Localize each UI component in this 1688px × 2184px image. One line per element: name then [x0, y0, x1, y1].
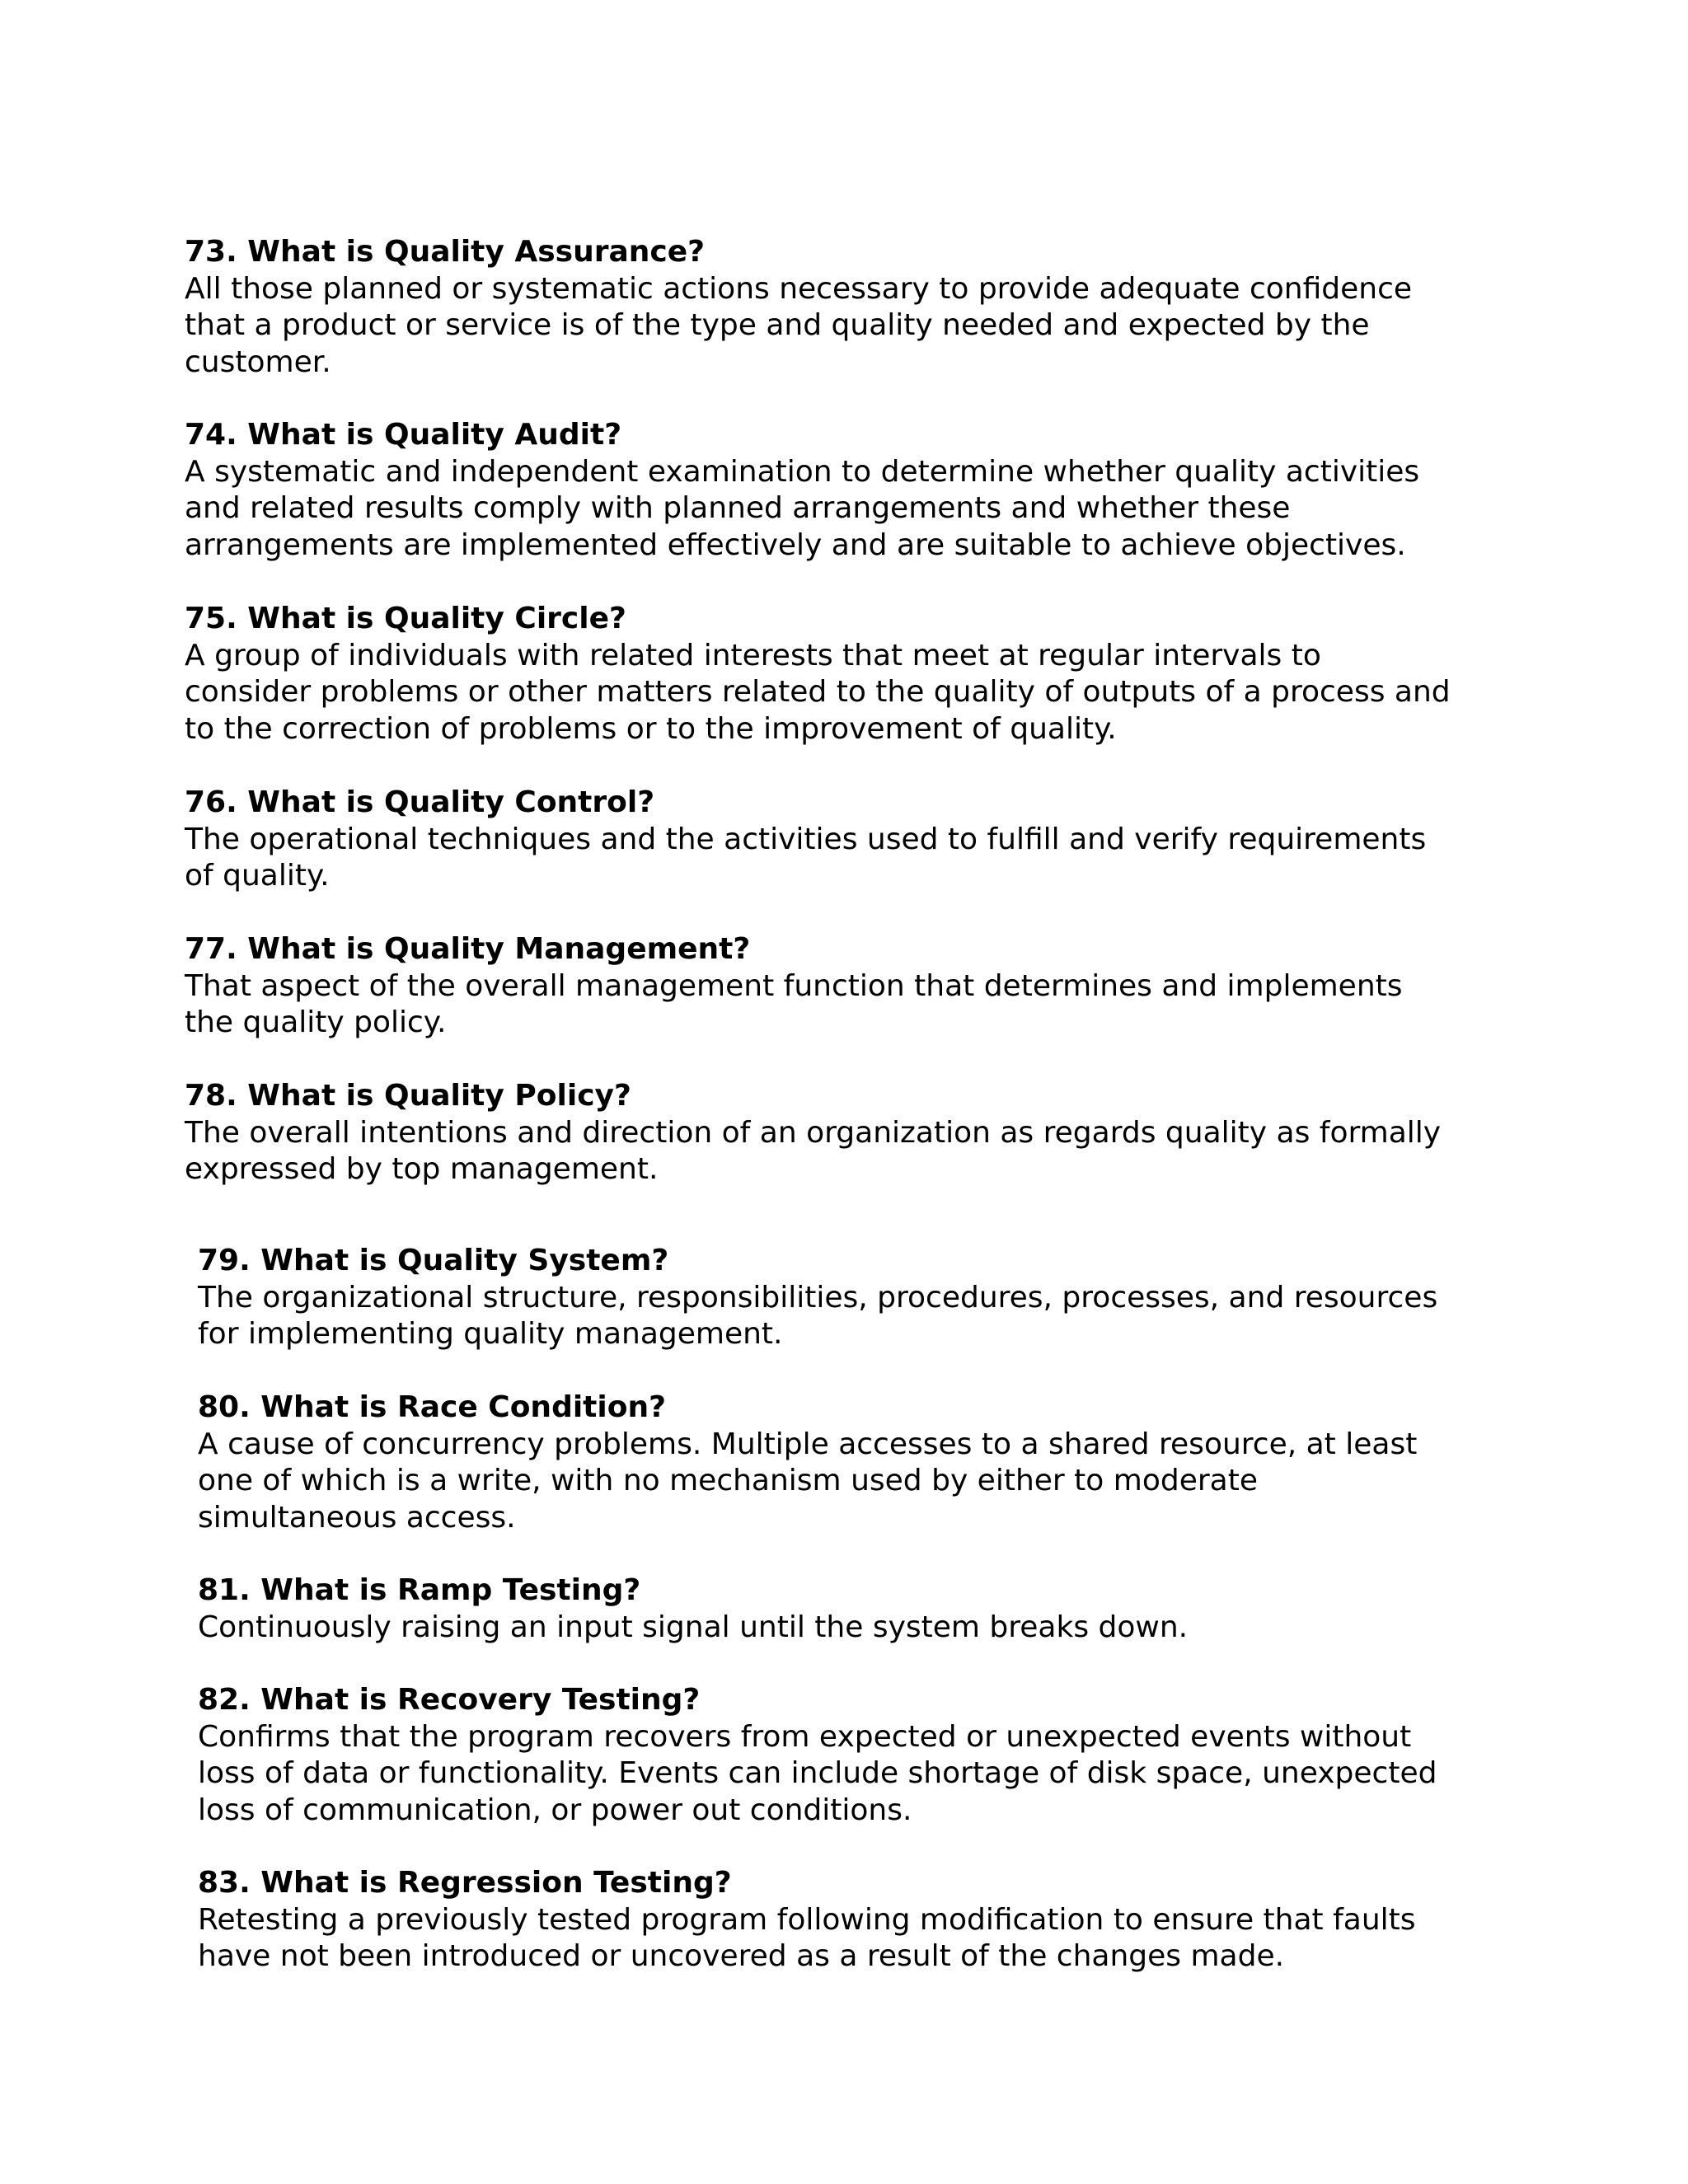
answer-line: of quality.	[185, 859, 330, 893]
qa-item-77	[185, 931, 1536, 1042]
qa-item-80	[198, 1390, 1550, 1536]
answer-text	[185, 638, 1536, 748]
question-heading: 73. What is Quality Assurance?	[185, 235, 706, 269]
answer-text	[185, 822, 1536, 895]
answer-text	[198, 1902, 1550, 1975]
answer-line: have not been introduced or uncovered as a result of the changes made.	[198, 1939, 1285, 1974]
question-heading: 77. What is Quality Management?	[185, 932, 751, 966]
question-heading: 83. What is Regression Testing?	[198, 1866, 732, 1900]
answer-line: Confirms that the program recovers from expected or unexpected events without	[198, 1719, 1412, 1754]
answer-line: All those planned or systematic actions necessary to provide adequate confidence	[185, 271, 1413, 306]
answer-line: The overall intentions and direction of an organization as regards quality as formally	[185, 1115, 1442, 1150]
answer-line: arrangements are implemented effectively and are suitable to achieve objectives.	[185, 527, 1406, 562]
qa-item-75	[185, 601, 1536, 748]
answer-line: for implementing quality management.	[198, 1317, 783, 1352]
question-heading: 80. What is Race Condition?	[198, 1390, 666, 1424]
question-heading: 76. What is Quality Control?	[185, 785, 655, 819]
answer-line: customer.	[185, 344, 331, 379]
answer-text	[198, 1280, 1550, 1353]
answer-line: and related results comply with planned arrangements and whether these	[185, 491, 1291, 526]
answer-text	[185, 968, 1536, 1042]
qa-item-79	[198, 1243, 1550, 1353]
qa-item-82	[198, 1682, 1550, 1829]
answer-line: consider problems or other matters related to the quality of outputs of a process and	[185, 675, 1451, 710]
question-heading: 74. What is Quality Audit?	[185, 418, 622, 452]
answer-line: A cause of concurrency problems. Multiple accesses to a shared resource, at least	[198, 1427, 1418, 1461]
answer-line: to the correction of problems or to the improvement of quality.	[185, 711, 1117, 746]
answer-text	[198, 1427, 1550, 1537]
answer-line: loss of data or functionality. Events can include shortage of disk space, unexpected	[198, 1756, 1437, 1791]
answer-line: Retesting a previously tested program following modification to ensure that faults	[198, 1902, 1416, 1937]
answer-line: That aspect of the overall management function that determines and implements	[185, 968, 1403, 1003]
question-heading: 81. What is Ramp Testing?	[198, 1573, 641, 1607]
answer-text	[198, 1719, 1550, 1830]
answer-text	[198, 1610, 1550, 1647]
question-heading: 79. What is Quality System?	[198, 1244, 669, 1277]
answer-text	[185, 1115, 1536, 1188]
question-heading: 78. What is Quality Policy?	[185, 1079, 631, 1113]
qa-item-78	[185, 1078, 1536, 1188]
answer-text	[185, 454, 1536, 565]
answer-line: A group of individuals with related interests that meet at regular intervals to	[185, 638, 1321, 673]
qa-item-73	[185, 234, 1536, 381]
answer-line: simultaneous access.	[198, 1500, 516, 1535]
answer-text	[185, 271, 1536, 382]
qa-item-74	[185, 417, 1536, 564]
question-heading: 82. What is Recovery Testing?	[198, 1683, 701, 1717]
answer-line: The organizational structure, responsibilities, procedures, processes, and resources	[198, 1280, 1438, 1315]
answer-line: Continuously raising an input signal until the system breaks down.	[198, 1610, 1189, 1644]
question-heading: 75. What is Quality Circle?	[185, 602, 626, 635]
qa-item-76	[185, 785, 1536, 895]
answer-line: one of which is a write, with no mechanism used by either to moderate	[198, 1464, 1258, 1498]
answer-line: A systematic and independent examination to determine whether quality activities	[185, 454, 1420, 489]
answer-line: The operational techniques and the activities used to fulfill and verify requirements	[185, 822, 1427, 856]
answer-line: the quality policy.	[185, 1005, 447, 1040]
qa-item-81	[198, 1572, 1550, 1646]
qa-item-83	[198, 1865, 1550, 1975]
answer-line: that a product or service is of the type and quality needed and expected by the	[185, 308, 1370, 343]
answer-line: loss of communication, or power out conditions.	[198, 1793, 912, 1827]
answer-line: expressed by top management.	[185, 1152, 659, 1187]
